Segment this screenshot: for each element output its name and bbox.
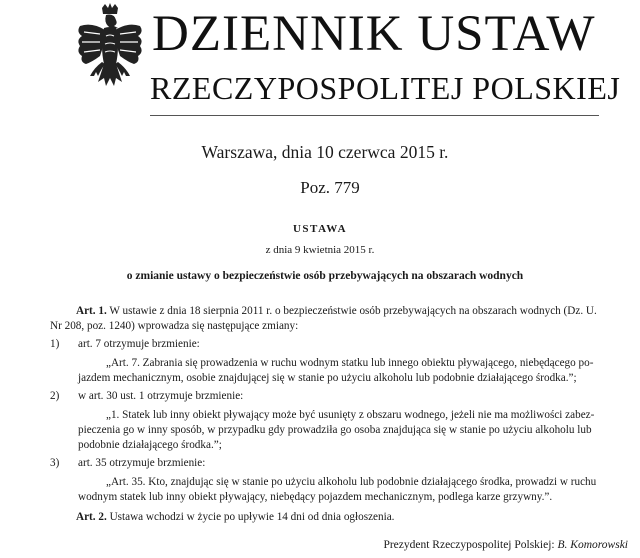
- quote-line: pieczenia go w inny sposób, w przypadku gdy prowadziła go osoba znajdująca się w stanie po użyciu alkoholu lub: [78, 424, 592, 436]
- position-number: Poz. 779: [300, 178, 360, 197]
- act-title: o zmianie ustawy o bezpieczeństwie osób przebywających na obszarach wodnych: [126, 270, 524, 282]
- art1-line1: [76, 304, 597, 318]
- signature-role: Prezydent Rzeczypospolitej Polskiej:: [383, 539, 555, 551]
- art1-label: Art. 1.: [76, 305, 107, 317]
- quote-line: podobnie działającego środka.”;: [78, 439, 222, 451]
- item-number: 1): [50, 338, 60, 350]
- act-date: z dnia 9 kwietnia 2015 r.: [265, 244, 375, 256]
- quote-line: „Art. 35. Kto, znajdując się w stanie po użyciu alkoholu lub podobnie działającego środka, prowadzi w ruchu: [106, 476, 597, 488]
- art1-text-line1: W ustawie z dnia 18 sierpnia 2011 r. o bezpieczeństwie osób przebywających na obszarach wodnych (Dz. U.: [109, 305, 597, 317]
- signature-name: B. Komorowski: [557, 539, 628, 551]
- quote-line: jazdem mechanicznym, osobie znajdującej się w stanie po użyciu alkoholu lub podobnie działającego środka.”;: [78, 372, 577, 384]
- journal-subtitle: RZECZYPOSPOLITEJ POLSKIEJ: [150, 70, 621, 106]
- art2-label: Art. 2.: [76, 511, 107, 523]
- item-intro: art. 7 otrzymuje brzmienie:: [78, 338, 200, 350]
- journal-title: DZIENNIK USTAW: [152, 6, 596, 62]
- quote-line: wodnym statek lub inny obiekt pływający, niebędący pojazdem mechanicznym, podlega karze grzywny.”.: [78, 491, 553, 503]
- art1-text-line2: Nr 208, poz. 1240) wprowadza się następujące zmiany:: [50, 320, 299, 332]
- item-intro: art. 35 otrzymuje brzmienie:: [78, 457, 206, 469]
- act-type: USTAWA: [292, 223, 348, 235]
- quote-line: „1. Statek lub inny obiekt pływający może być usunięty z obszaru wodnego, jeżeli nie ma możliwości zabez-: [106, 409, 595, 421]
- item-number: 2): [50, 390, 60, 402]
- place-date: Warszawa, dnia 10 czerwca 2015 r.: [201, 142, 449, 162]
- item-intro: w art. 30 ust. 1 otrzymuje brzmienie:: [78, 390, 244, 402]
- art2-line: [76, 510, 394, 524]
- art2-text: Ustawa wchodzi w życie po upływie 14 dni od dnia ogłoszenia.: [109, 511, 395, 523]
- masthead-divider: [150, 115, 599, 116]
- signature: [383, 539, 628, 551]
- white-eagle-emblem-icon: [72, 2, 148, 110]
- item-number: 3): [50, 457, 60, 469]
- quote-line: „Art. 7. Zabrania się prowadzenia w ruchu wodnym statku lub innego obiektu pływającego, niebędącego po-: [106, 357, 594, 369]
